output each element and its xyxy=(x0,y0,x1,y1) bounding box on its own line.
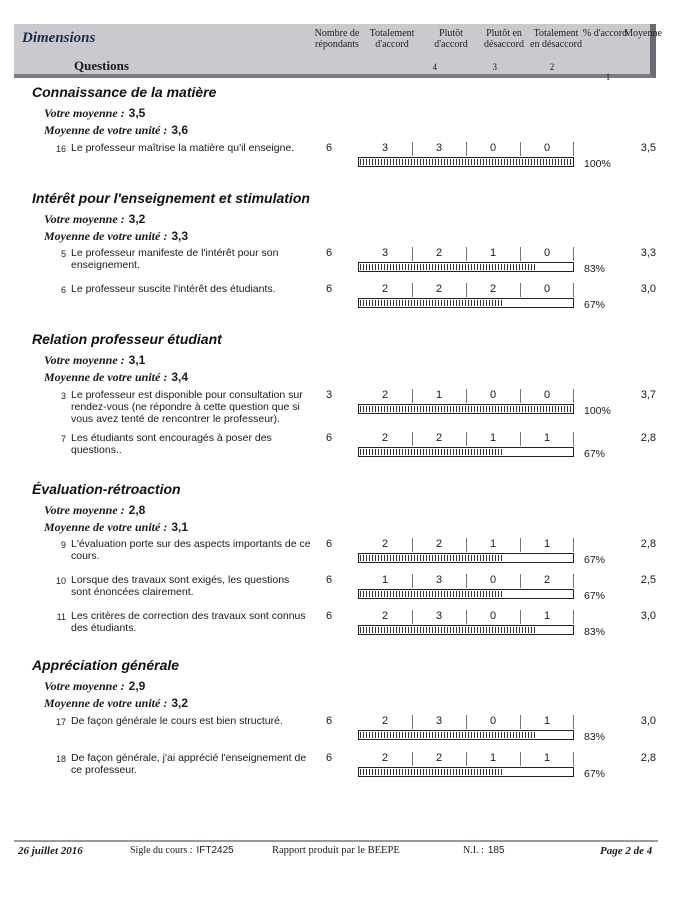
respondents-column-header: Nombre de répondants xyxy=(314,28,360,50)
somewhat-disagree-count: 1 xyxy=(489,247,497,259)
somewhat-agree-count: 3 xyxy=(435,574,443,586)
unit-mean-value: 3,2 xyxy=(171,696,189,710)
page-number: Page 2 de 4 xyxy=(600,845,653,857)
agreement-bar xyxy=(358,262,574,272)
report-date: 26 juillet 2016 xyxy=(18,845,83,857)
agreement-percentage: 67% xyxy=(584,590,606,602)
somewhat-agree-count: 1 xyxy=(435,389,443,401)
totally-agree-count: 2 xyxy=(381,610,389,622)
question-row xyxy=(0,142,696,178)
somewhat-disagree-column-header: Plutôt en désaccord 2 xyxy=(476,28,532,50)
respondent-count: 6 xyxy=(325,715,333,727)
totally-agree-count: 3 xyxy=(381,142,389,154)
agreement-bar xyxy=(358,730,574,740)
unit-mean-value: 3,1 xyxy=(171,520,189,534)
your-mean-label: Votre moyenne : xyxy=(44,353,125,367)
mean-column-header: Moyenne xyxy=(624,28,662,39)
totally-disagree-count: 2 xyxy=(543,574,551,586)
unit-mean-line xyxy=(44,229,188,244)
unit-mean-label: Moyenne de votre unité : xyxy=(44,520,168,534)
section-title: Appréciation générale xyxy=(32,657,180,673)
agreement-percentage: 67% xyxy=(584,299,606,311)
report-producer: Rapport produit par le BEEPE xyxy=(272,845,400,856)
unit-mean-line xyxy=(44,520,188,535)
unit-mean-value: 3,4 xyxy=(171,370,189,384)
agreement-bar xyxy=(358,625,574,635)
somewhat-disagree-count: 1 xyxy=(489,432,497,444)
unit-mean-value: 3,3 xyxy=(171,229,189,243)
agreement-percentage: 67% xyxy=(584,768,606,780)
question-number: 6 xyxy=(60,285,66,295)
respondent-count: 6 xyxy=(325,610,333,622)
your-mean-label: Votre moyenne : xyxy=(44,679,125,693)
question-number: 5 xyxy=(60,249,66,259)
question-text: De façon générale le cours est bien structuré. xyxy=(71,715,283,727)
unit-mean-line xyxy=(44,370,188,385)
footer-divider xyxy=(14,840,658,842)
question-number: 10 xyxy=(55,576,66,586)
agreement-percentage: 83% xyxy=(584,731,606,743)
somewhat-agree-column-header: Plutôt d'accord 3 xyxy=(424,28,478,50)
question-text: Les critères de correction des travaux sont connus des étudiants. xyxy=(71,610,306,634)
agreement-bar xyxy=(358,404,574,414)
questions-heading: Questions xyxy=(74,58,129,73)
somewhat-disagree-count: 0 xyxy=(489,389,497,401)
score-1: 1 xyxy=(605,72,611,82)
agreement-percentage: 100% xyxy=(584,158,611,170)
totally-agree-count: 2 xyxy=(381,432,389,444)
totally-disagree-count: 0 xyxy=(543,283,551,295)
totally-agree-count: 1 xyxy=(381,574,389,586)
somewhat-disagree-count: 0 xyxy=(489,610,497,622)
agreement-bar xyxy=(358,589,574,599)
somewhat-agree-count: 2 xyxy=(435,283,443,295)
totally-disagree-count: 0 xyxy=(543,247,551,259)
totally-disagree-count: 1 xyxy=(543,610,551,622)
question-text: L'évaluation porte sur des aspects importants de ce cours. xyxy=(71,538,311,562)
agreement-bar-fill xyxy=(360,300,502,306)
your-mean-value: 3,2 xyxy=(128,212,146,226)
course-code: Sigle du cours : IFT2425 xyxy=(130,845,234,856)
agreement-bar-fill xyxy=(360,449,502,455)
totally-agree-count: 3 xyxy=(381,247,389,259)
somewhat-agree-count: 2 xyxy=(435,538,443,550)
totally-agree-count: 2 xyxy=(381,538,389,550)
unit-mean-line xyxy=(44,696,188,711)
question-number: 9 xyxy=(60,540,66,550)
ni-number: N.I. : 185 xyxy=(463,845,505,856)
your-mean-label: Votre moyenne : xyxy=(44,212,125,226)
question-row xyxy=(0,538,696,574)
somewhat-disagree-count: 1 xyxy=(489,752,497,764)
section-title: Évaluation-rétroaction xyxy=(32,481,181,497)
totally-disagree-count: 1 xyxy=(543,715,551,727)
somewhat-agree-count: 2 xyxy=(435,432,443,444)
question-number: 18 xyxy=(55,754,66,764)
somewhat-agree-count: 3 xyxy=(435,715,443,727)
agreement-bar xyxy=(358,298,574,308)
respondent-count: 6 xyxy=(325,538,333,550)
totally-disagree-count: 0 xyxy=(543,142,551,154)
your-mean-value: 2,9 xyxy=(128,679,146,693)
question-number: 17 xyxy=(55,717,66,727)
question-mean: 3,0 xyxy=(640,715,656,727)
agreement-percentage: 100% xyxy=(584,405,611,417)
agreement-bar-fill xyxy=(360,406,572,412)
question-mean: 3,7 xyxy=(640,389,656,401)
question-number: 16 xyxy=(55,144,66,154)
question-mean: 3,3 xyxy=(640,247,656,259)
dimensions-heading: Dimensions xyxy=(22,30,96,46)
agreement-percentage: 83% xyxy=(584,263,606,275)
agreement-bar-fill xyxy=(360,732,536,738)
question-mean: 2,5 xyxy=(640,574,656,586)
respondent-count: 6 xyxy=(325,574,333,586)
totally-disagree-count: 0 xyxy=(543,389,551,401)
question-text: Le professeur est disponible pour consultation sur rendez-vous (ne répondre à cette question que si vous avez tenté de rencontrer le professeur). xyxy=(71,389,303,425)
somewhat-agree-count: 3 xyxy=(435,142,443,154)
question-row xyxy=(0,389,696,425)
agreement-percentage: 67% xyxy=(584,554,606,566)
unit-mean-line xyxy=(44,123,188,138)
somewhat-agree-count: 3 xyxy=(435,610,443,622)
unit-mean-label: Moyenne de votre unité : xyxy=(44,696,168,710)
your-mean-line xyxy=(44,106,145,121)
question-row xyxy=(0,574,696,610)
your-mean-line xyxy=(44,679,145,694)
question-row xyxy=(0,752,696,788)
your-mean-value: 2,8 xyxy=(128,503,146,517)
agreement-bar-fill xyxy=(360,555,502,561)
unit-mean-label: Moyenne de votre unité : xyxy=(44,370,168,384)
your-mean-line xyxy=(44,212,145,227)
respondent-count: 6 xyxy=(325,142,333,154)
totally-disagree-column-header: Totalement en désaccord 1 xyxy=(530,28,582,50)
score-2: 2 xyxy=(549,62,555,72)
totally-disagree-count: 1 xyxy=(543,432,551,444)
question-mean: 3,0 xyxy=(640,283,656,295)
unit-mean-label: Moyenne de votre unité : xyxy=(44,123,168,137)
score-3: 3 xyxy=(492,62,497,72)
your-mean-line xyxy=(44,503,145,518)
question-text: De façon générale, j'ai apprécié l'enseignement de ce professeur. xyxy=(71,752,307,776)
question-mean: 2,8 xyxy=(640,752,656,764)
agreement-bar-fill xyxy=(360,591,502,597)
respondent-count: 6 xyxy=(325,432,333,444)
totally-agree-count: 2 xyxy=(381,283,389,295)
question-text: Les étudiants sont encouragés à poser des questions.. xyxy=(71,432,272,456)
somewhat-agree-count: 2 xyxy=(435,752,443,764)
unit-mean-label: Moyenne de votre unité : xyxy=(44,229,168,243)
your-mean-value: 3,5 xyxy=(128,106,146,120)
totally-agree-column-header: Totalement d'accord 4 xyxy=(366,28,418,50)
question-text: Le professeur suscite l'intérêt des étudiants. xyxy=(71,283,276,295)
agreement-bar xyxy=(358,447,574,457)
score-4: 4 xyxy=(432,62,437,72)
pct-agree-column-header: % d'accord xyxy=(582,28,628,39)
table-header xyxy=(14,24,662,82)
agreement-bar xyxy=(358,157,574,167)
question-text: Le professeur manifeste de l'intérêt pour son enseignement. xyxy=(71,247,279,271)
agreement-bar xyxy=(358,553,574,563)
question-number: 7 xyxy=(60,434,66,444)
question-row xyxy=(0,610,696,646)
totally-agree-count: 2 xyxy=(381,752,389,764)
agreement-bar xyxy=(358,767,574,777)
respondent-count: 6 xyxy=(325,247,333,259)
agreement-bar-fill xyxy=(360,159,572,165)
respondent-count: 3 xyxy=(325,389,333,401)
agreement-bar-fill xyxy=(360,769,502,775)
respondent-count: 6 xyxy=(325,752,333,764)
question-mean: 2,8 xyxy=(640,538,656,550)
question-text: Lorsque des travaux sont exigés, les questions sont énoncées clairement. xyxy=(71,574,290,598)
totally-agree-count: 2 xyxy=(381,715,389,727)
somewhat-disagree-count: 0 xyxy=(489,142,497,154)
agreement-bar-fill xyxy=(360,627,536,633)
respondent-count: 6 xyxy=(325,283,333,295)
your-mean-label: Votre moyenne : xyxy=(44,106,125,120)
section-title: Intérêt pour l'enseignement et stimulation xyxy=(32,190,310,206)
your-mean-label: Votre moyenne : xyxy=(44,503,125,517)
agreement-percentage: 83% xyxy=(584,626,606,638)
question-number: 11 xyxy=(56,612,66,622)
somewhat-disagree-count: 0 xyxy=(489,715,497,727)
somewhat-disagree-count: 1 xyxy=(489,538,497,550)
question-row xyxy=(0,432,696,468)
question-mean: 2,8 xyxy=(640,432,656,444)
your-mean-value: 3,1 xyxy=(128,353,146,367)
totally-agree-count: 2 xyxy=(381,389,389,401)
question-row xyxy=(0,715,696,751)
question-text: Le professeur maîtrise la matière qu'il enseigne. xyxy=(71,142,295,154)
agreement-bar-fill xyxy=(360,264,536,270)
section-title: Relation professeur étudiant xyxy=(32,331,222,347)
question-row xyxy=(0,283,696,319)
agreement-percentage: 67% xyxy=(584,448,606,460)
totally-disagree-count: 1 xyxy=(543,752,551,764)
question-number: 3 xyxy=(60,391,66,401)
unit-mean-value: 3,6 xyxy=(171,123,189,137)
question-mean: 3,5 xyxy=(640,142,656,154)
question-mean: 3,0 xyxy=(640,610,656,622)
question-row xyxy=(0,247,696,283)
section-title: Connaissance de la matière xyxy=(32,84,217,100)
somewhat-disagree-count: 2 xyxy=(489,283,497,295)
somewhat-disagree-count: 0 xyxy=(489,574,497,586)
somewhat-agree-count: 2 xyxy=(435,247,443,259)
your-mean-line xyxy=(44,353,145,368)
totally-disagree-count: 1 xyxy=(543,538,551,550)
